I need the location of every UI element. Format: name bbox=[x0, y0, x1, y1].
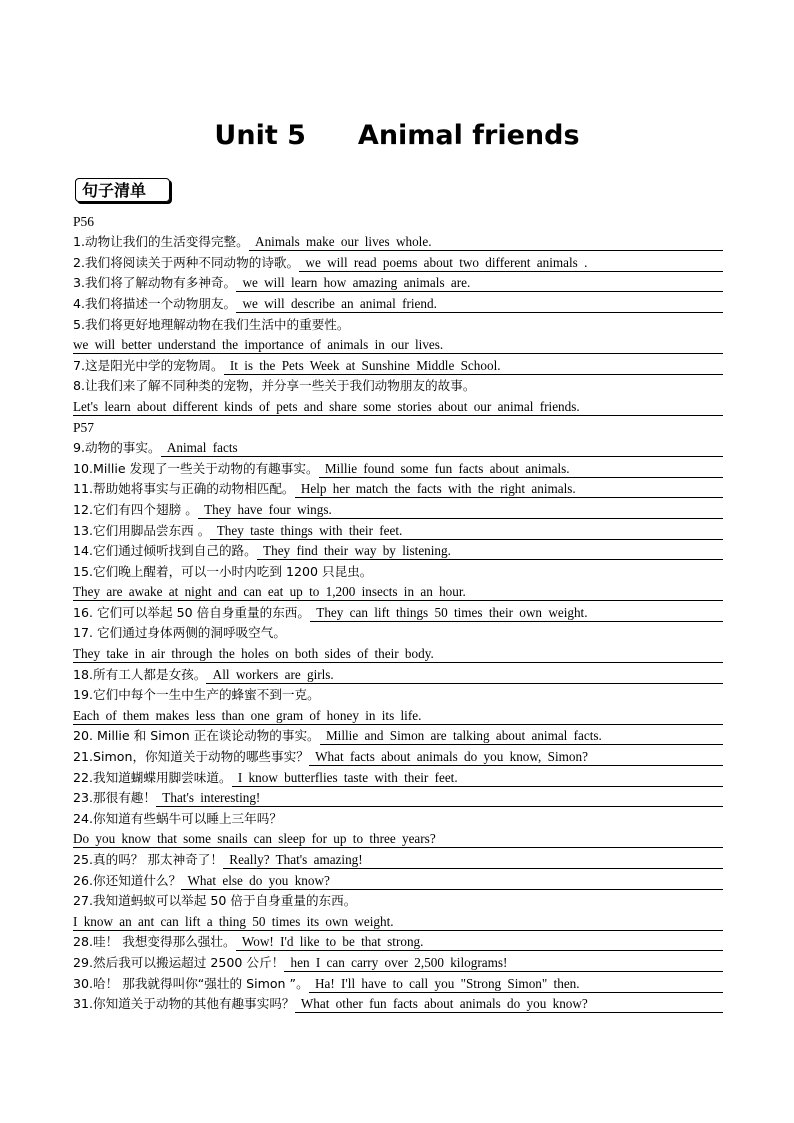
title-unit: Unit 5 bbox=[214, 120, 306, 151]
section-label: 句子清单 bbox=[82, 181, 147, 200]
chinese-sentence: 5.我们将更好地理解动物在我们生活中的重要性。 bbox=[73, 316, 350, 332]
chinese-sentence: 26.你还知道什么？ bbox=[73, 872, 182, 888]
chinese-sentence: 8.让我们来了解不同种类的宠物，并分享一些关于我们动物朋友的故事。 bbox=[73, 378, 476, 394]
page-marker bbox=[73, 417, 723, 438]
sentence-prompt bbox=[73, 314, 723, 335]
english-answer: They find their way by listening. bbox=[256, 543, 451, 559]
chinese-sentence: 9.动物的事实。 bbox=[73, 440, 161, 456]
sentence-item bbox=[73, 870, 723, 891]
english-answer: Really? That's amazing! bbox=[222, 852, 363, 867]
page-marker bbox=[73, 211, 723, 232]
english-answer: They taste things with their feet. bbox=[210, 522, 403, 538]
english-answer: Animal facts bbox=[160, 440, 238, 456]
answer-underline bbox=[310, 621, 723, 622]
chinese-sentence: 1.动物让我们的生活变得完整。 bbox=[73, 234, 249, 250]
english-answer: I know butterflies taste with their feet. bbox=[231, 769, 458, 785]
sentence-item bbox=[73, 252, 723, 273]
answer-underline bbox=[295, 1012, 723, 1013]
page-title bbox=[0, 120, 794, 151]
answer-line bbox=[73, 582, 723, 603]
english-answer: Do you know that some snails can sleep for up to three years? bbox=[73, 831, 436, 847]
english-answer: It is the Pets Week at Sunshine Middle School. bbox=[223, 357, 501, 373]
english-answer: What facts about animals do you know, Simon? bbox=[308, 749, 588, 765]
chinese-sentence: 10.Millie 发现了一些关于动物的有趣事实。 bbox=[73, 460, 319, 476]
english-answer: Let's learn about different kinds of pets and share some stories about our animal friends. bbox=[73, 398, 580, 414]
answer-line bbox=[73, 829, 723, 850]
english-answer: I know an ant can lift a thing 50 times its own weight. bbox=[73, 913, 394, 929]
chinese-sentence: 22.我知道蝴蝶用脚尝味道。 bbox=[73, 769, 232, 785]
chinese-sentence: 11.帮助她将事实与正确的动物相匹配。 bbox=[73, 481, 295, 497]
sentence-item bbox=[73, 520, 723, 541]
english-answer: What else do you know? bbox=[181, 872, 330, 888]
chinese-sentence: 4.我们将描述一个动物朋友。 bbox=[73, 295, 237, 311]
chinese-sentence: 3.我们将了解动物有多神奇。 bbox=[73, 275, 237, 291]
sentence-item bbox=[73, 232, 723, 253]
sentence-prompt bbox=[73, 623, 723, 644]
chinese-sentence: 29.然后我可以搬运超过 2500 公斤！ bbox=[73, 954, 285, 970]
english-answer: Ha! I'll have to call you "Strong Simon" then. bbox=[308, 975, 580, 991]
sentence-item bbox=[73, 726, 723, 747]
chinese-sentence: 13.它们用脚品尝东西 。 bbox=[73, 522, 211, 538]
sentence-prompt bbox=[73, 891, 723, 912]
chinese-sentence: 16. 它们可以举起 50 倍自身重量的东西。 bbox=[73, 604, 310, 620]
english-answer: Help her match the facts with the right animals. bbox=[294, 481, 576, 497]
chinese-sentence: 24.你知道有些蜗牛可以睡上三年吗？ bbox=[73, 810, 282, 826]
english-answer: All workers are girls. bbox=[206, 666, 334, 682]
sentence-item bbox=[73, 746, 723, 767]
sentence-item bbox=[73, 932, 723, 953]
chinese-sentence: 27.我知道蚂蚁可以举起 50 倍于自身重量的东西。 bbox=[73, 893, 357, 909]
english-answer: They have four wings. bbox=[197, 501, 332, 517]
sentence-prompt bbox=[73, 685, 723, 706]
sentence-prompt bbox=[73, 561, 723, 582]
chinese-sentence: 18.所有工人都是女孩。 bbox=[73, 666, 207, 682]
chinese-sentence: 14.它们通过倾听找到自己的路。 bbox=[73, 543, 257, 559]
sentence-item bbox=[73, 602, 723, 623]
answer-line bbox=[73, 335, 723, 356]
sentence-item bbox=[73, 767, 723, 788]
chinese-sentence: 23.那很有趣！ bbox=[73, 790, 156, 806]
answer-underline bbox=[232, 786, 723, 787]
sentence-item bbox=[73, 849, 723, 870]
english-answer: we will read poems about two different animals . bbox=[299, 254, 588, 270]
answer-line bbox=[73, 643, 723, 664]
english-answer: They take in air through the holes on both sides of their body. bbox=[73, 646, 434, 662]
chinese-sentence: 25.真的吗？ 那太神奇了！ bbox=[73, 852, 223, 867]
sentence-item bbox=[73, 973, 723, 994]
chinese-sentence: 21.Simon，你知道关于动物的哪些事实？ bbox=[73, 749, 309, 765]
english-answer: They are awake at night and can eat up to 1,200 insects in an hour. bbox=[73, 584, 466, 600]
english-answer: Wow! I'd like to be that strong. bbox=[235, 934, 424, 950]
answer-line bbox=[73, 705, 723, 726]
answer-underline bbox=[295, 497, 723, 498]
english-answer: Millie and Simon are talking about animal facts. bbox=[319, 728, 602, 744]
chinese-sentence: 30.哈！ 那我就得叫你“强壮的 Simon ”。 bbox=[73, 975, 309, 991]
chinese-sentence: 15.它们晚上醒着，可以一小时内吃到 1200 只昆虫。 bbox=[73, 563, 373, 579]
sentence-item bbox=[73, 664, 723, 685]
answer-line bbox=[73, 396, 723, 417]
page-number: P57 bbox=[73, 419, 95, 435]
sentence-item bbox=[73, 293, 723, 314]
chinese-sentence: 7.这是阳光中学的宠物周。 bbox=[73, 357, 224, 373]
sentence-item bbox=[73, 273, 723, 294]
chinese-sentence: 17. 它们通过身体两侧的洞呼吸空气。 bbox=[73, 625, 286, 641]
english-answer: They can lift things 50 times their own weight. bbox=[309, 604, 588, 620]
sentence-item bbox=[73, 499, 723, 520]
sentence-prompt bbox=[73, 376, 723, 397]
english-answer: we will describe an animal friend. bbox=[236, 295, 437, 311]
chinese-sentence: 2.我们将阅读关于两种不同动物的诗歌。 bbox=[73, 254, 300, 270]
sentence-item bbox=[73, 479, 723, 500]
english-answer: Each of them makes less than one gram of honey in its life. bbox=[73, 707, 422, 723]
sentence-item bbox=[73, 458, 723, 479]
english-answer: That's interesting! bbox=[156, 790, 261, 806]
section-label-badge bbox=[75, 178, 170, 202]
sentence-item bbox=[73, 788, 723, 809]
title-topic: Animal friends bbox=[357, 120, 580, 151]
sentence-item bbox=[73, 541, 723, 562]
english-answer: we will better understand the importance of animals in our lives. bbox=[73, 337, 444, 353]
chinese-sentence: 31.你知道关于动物的其他有趣事实吗？ bbox=[73, 996, 295, 1012]
sentence-item bbox=[73, 994, 723, 1015]
english-answer: we will learn how amazing animals are. bbox=[236, 275, 471, 291]
page-number: P56 bbox=[73, 213, 95, 229]
sentence-prompt bbox=[73, 808, 723, 829]
english-answer: Animals make our lives whole. bbox=[248, 234, 432, 250]
sentence-list bbox=[73, 211, 723, 1014]
chinese-sentence: 28.哇！ 我想变得那么强壮。 bbox=[73, 934, 236, 950]
sentence-item bbox=[73, 438, 723, 459]
english-answer: hen I can carry over 2,500 kilograms! bbox=[284, 954, 508, 970]
english-answer: What other fun facts about animals do you know? bbox=[294, 996, 588, 1012]
sentence-item bbox=[73, 355, 723, 376]
english-answer: Millie found some fun facts about animals. bbox=[318, 460, 570, 476]
chinese-sentence: 19.它们中每个一生中生产的蜂蜜不到一克。 bbox=[73, 687, 320, 703]
sentence-item bbox=[73, 952, 723, 973]
chinese-sentence: 12.它们有四个翅膀 。 bbox=[73, 501, 198, 517]
chinese-sentence: 20. Millie 和 Simon 正在谈论动物的事实。 bbox=[73, 728, 320, 744]
answer-line bbox=[73, 911, 723, 932]
